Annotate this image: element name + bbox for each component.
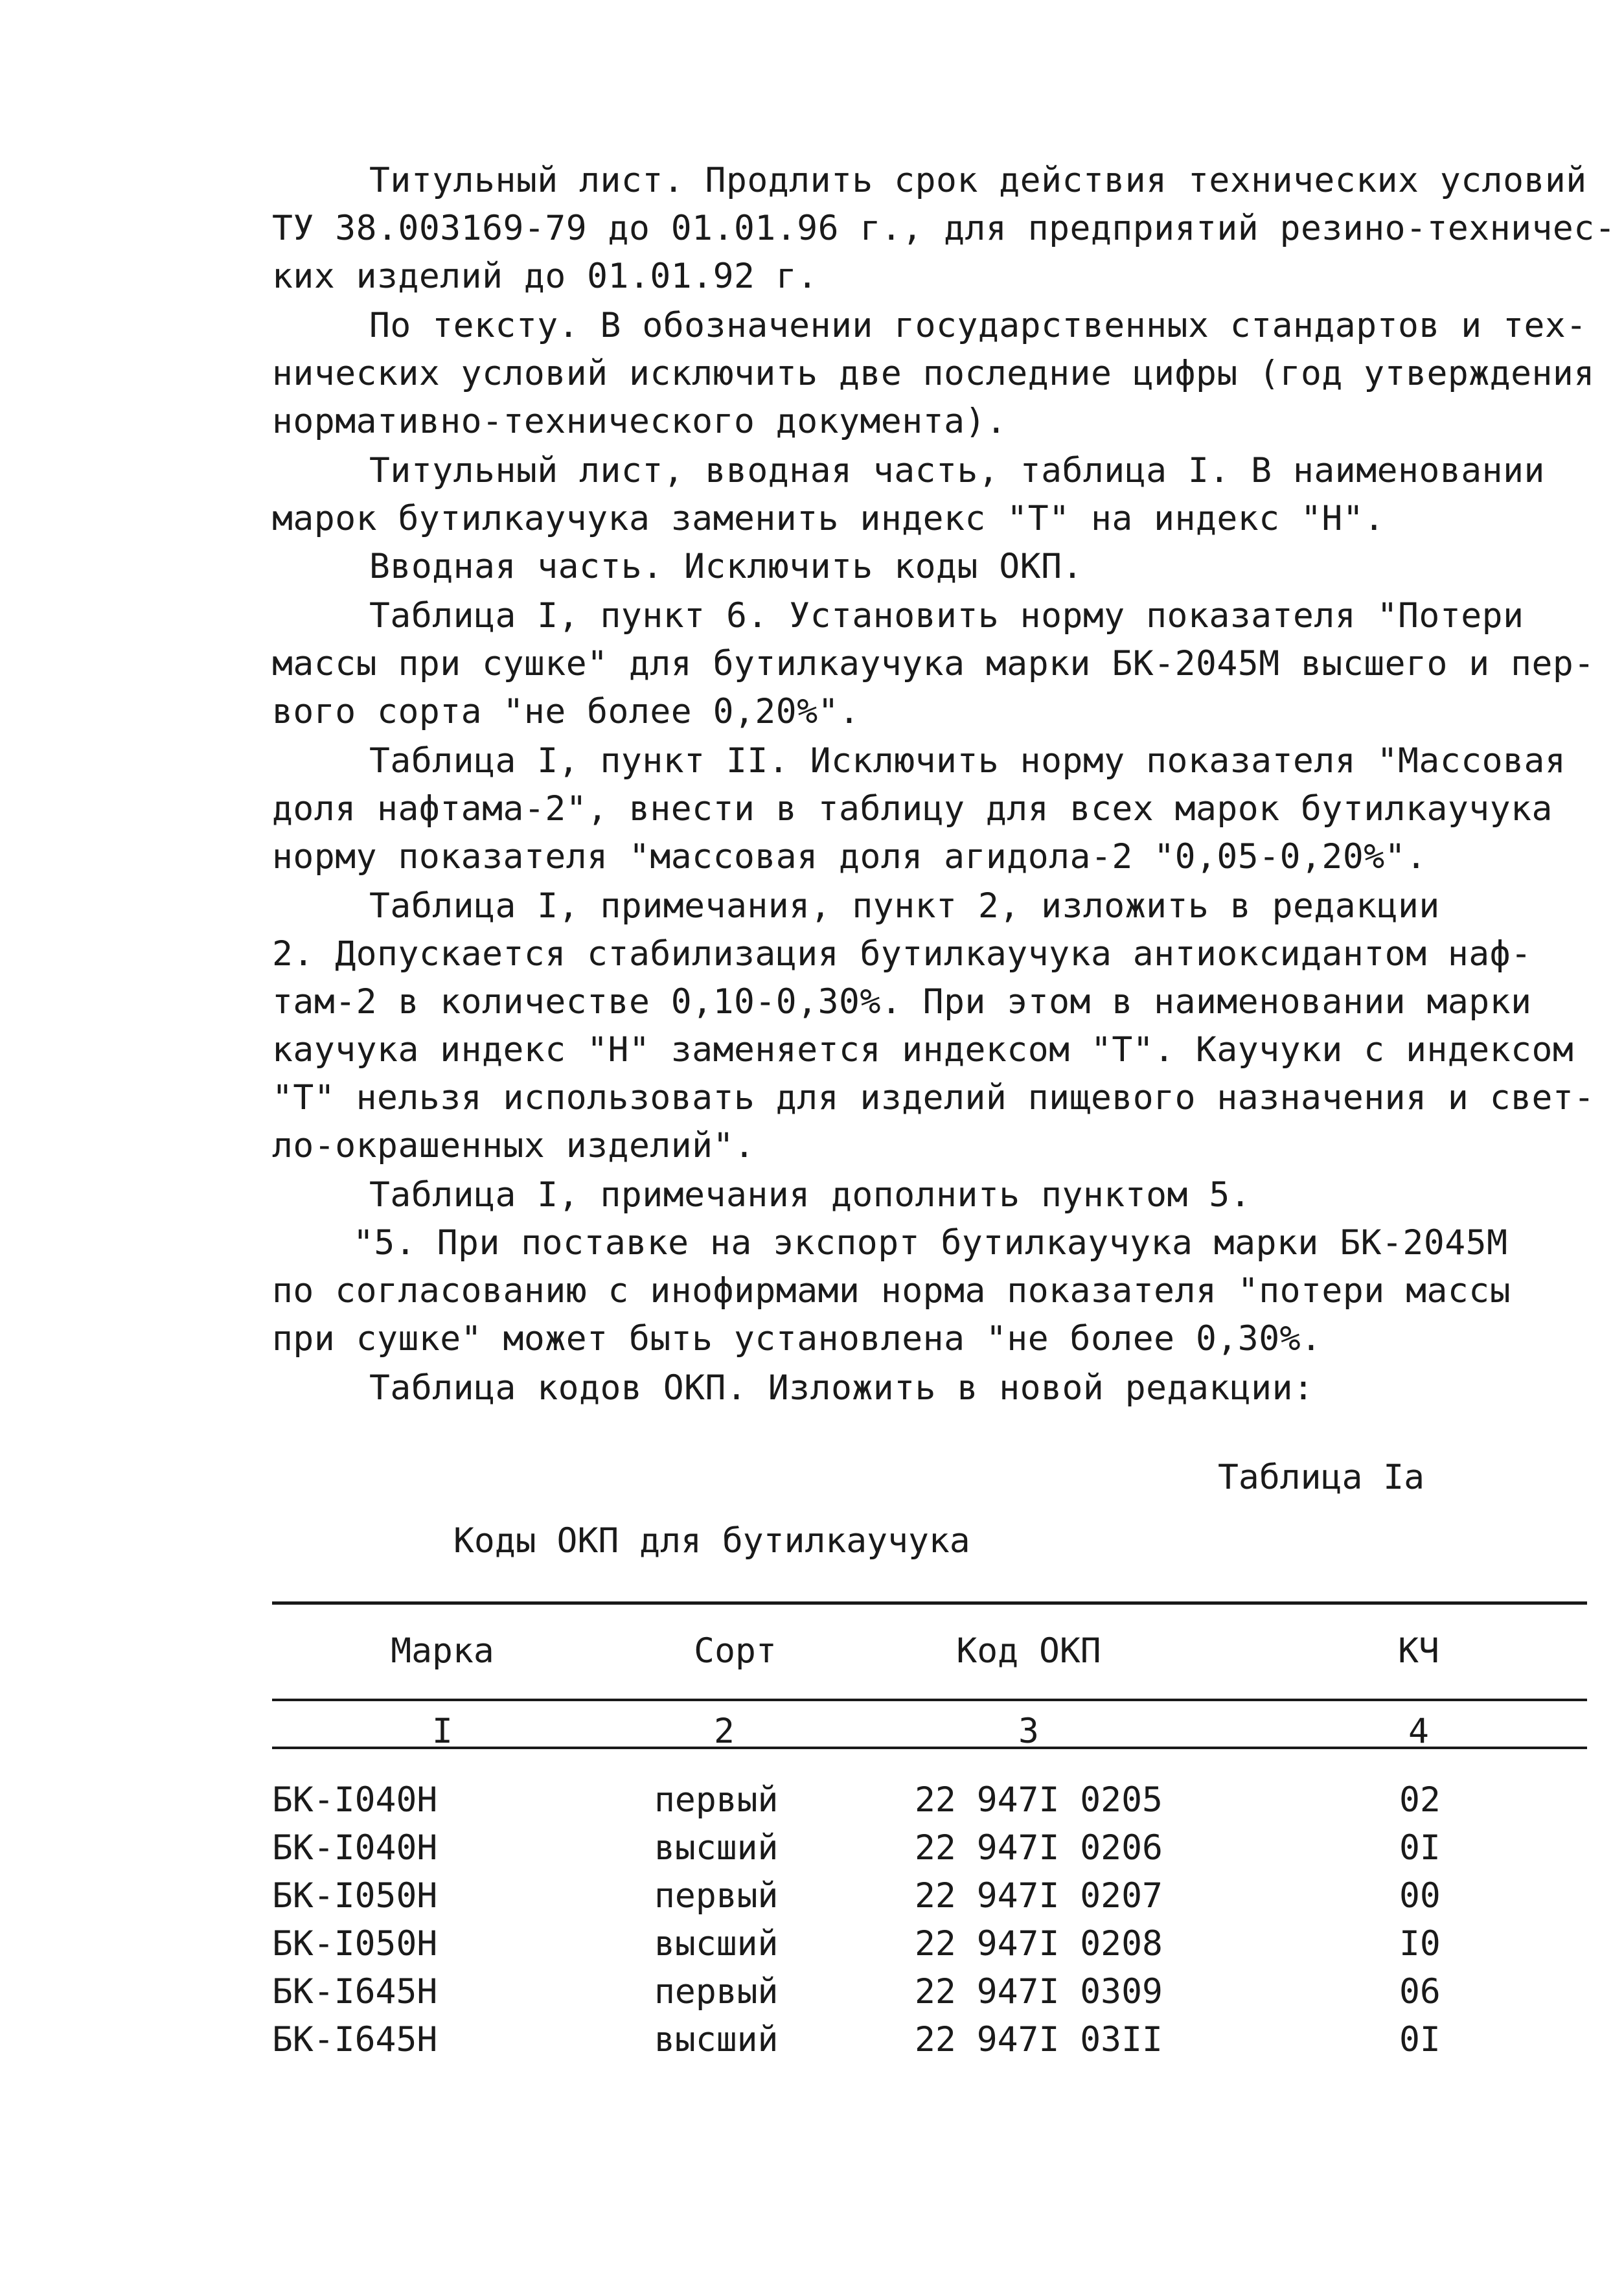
table-cell: первый bbox=[654, 1972, 779, 2012]
table-cell: БК-I040Н bbox=[272, 1780, 438, 1820]
table-title: Коды ОКП для бутилкаучука bbox=[453, 1521, 970, 1561]
text-line: Титульный лист. Продлить срок действия технических условий bbox=[369, 161, 1587, 200]
table-cell: 22 947I 0207 bbox=[915, 1876, 1163, 1916]
text-line: Таблица кодов ОКП. Изложить в новой редакции: bbox=[369, 1368, 1314, 1408]
text-line: ТУ 38.003169-79 до 01.01.96 г., для предприятий резино-техничес- bbox=[272, 209, 1616, 248]
text-line: там-2 в количестве 0,10-0,30%. При этом в наименовании марки bbox=[272, 982, 1532, 1022]
table-cell: первый bbox=[654, 1876, 779, 1916]
text-line: каучука индекс "Н" заменяется индексом "Т". Каучуки с индексом bbox=[272, 1030, 1574, 1070]
text-line: "Т" нельзя использовать для изделий пищевого назначения и свет- bbox=[272, 1078, 1595, 1118]
text-line: Таблица I, примечания дополнить пунктом 5. bbox=[369, 1175, 1252, 1215]
text-line: марок бутилкаучука заменить индекс "Т" на индекс "Н". bbox=[272, 499, 1385, 538]
column-number-cell: 2 bbox=[714, 1712, 735, 1751]
table-cell: высший bbox=[654, 1924, 779, 1964]
table-cell: 22 947I 0205 bbox=[915, 1780, 1163, 1820]
text-line: Титульный лист, вводная часть, таблица I. В наименовании bbox=[369, 451, 1545, 490]
text-line: Таблица I, пункт II. Исключить норму показателя "Массовая bbox=[369, 741, 1566, 781]
table-cell: 06 bbox=[1399, 1972, 1441, 2012]
table-numbers-rule bbox=[272, 1747, 1587, 1749]
text-line: массы при сушке" для бутилкаучука марки БК-2045М высшего и пер- bbox=[272, 644, 1595, 683]
table-header-cell: Марка bbox=[391, 1631, 494, 1671]
table-label: Таблица Iа bbox=[1218, 1458, 1425, 1497]
text-line: по согласованию с инофирмами норма показателя "потери массы bbox=[272, 1271, 1511, 1311]
table-cell: высший bbox=[654, 2020, 779, 2059]
text-line: норму показателя "массовая доля агидола-2 "0,05-0,20%". bbox=[272, 837, 1427, 877]
table-top-rule bbox=[272, 1601, 1587, 1605]
column-number-cell: I bbox=[432, 1712, 453, 1751]
table-cell: 0I bbox=[1399, 1828, 1441, 1868]
column-number-cell: 3 bbox=[1018, 1712, 1039, 1751]
text-line: нических условий исключить две последние цифры (год утверждения bbox=[272, 354, 1595, 393]
table-cell: БК-I645Н bbox=[272, 1972, 438, 2012]
table-cell: высший bbox=[654, 1828, 779, 1868]
table-header-cell: Код ОКП bbox=[956, 1631, 1101, 1671]
column-number-cell: 4 bbox=[1408, 1712, 1429, 1751]
table-cell: первый bbox=[654, 1780, 779, 1820]
table-cell: I0 bbox=[1399, 1924, 1441, 1964]
text-line: ло-окрашенных изделий". bbox=[272, 1126, 755, 1165]
table-cell: 00 bbox=[1399, 1876, 1441, 1916]
text-line: доля нафтама-2", внести в таблицу для всех марок бутилкаучука bbox=[272, 789, 1553, 829]
table-cell: 22 947I 0206 bbox=[915, 1828, 1163, 1868]
table-cell: БК-I645Н bbox=[272, 2020, 438, 2059]
text-line: Таблица I, пункт 6. Установить норму показателя "Потери bbox=[369, 596, 1524, 636]
table-cell: 0I bbox=[1399, 2020, 1441, 2059]
table-cell: 02 bbox=[1399, 1780, 1441, 1820]
text-line: Вводная часть. Исключить коды ОКП. bbox=[369, 547, 1083, 586]
text-line: По тексту. В обозначении государственных стандартов и тех- bbox=[369, 306, 1587, 345]
table-header-cell: Сорт bbox=[694, 1631, 777, 1671]
table-cell: 22 947I 0309 bbox=[915, 1972, 1163, 2012]
table-header-rule bbox=[272, 1699, 1587, 1701]
table-cell: БК-I050Н bbox=[272, 1876, 438, 1916]
text-line: ких изделий до 01.01.92 г. bbox=[272, 257, 818, 296]
table-cell: БК-I040Н bbox=[272, 1828, 438, 1868]
text-line: при сушке" может быть установлена "не более 0,30%. bbox=[272, 1319, 1322, 1359]
table-header-cell: КЧ bbox=[1398, 1631, 1439, 1671]
table-cell: 22 947I 0208 bbox=[915, 1924, 1163, 1964]
table-cell: БК-I050Н bbox=[272, 1924, 438, 1964]
text-line: "5. При поставке на экспорт бутилкаучука марки БК-2045М bbox=[353, 1223, 1508, 1263]
text-line: вого сорта "не более 0,20%". bbox=[272, 692, 860, 731]
text-line: нормативно-технического документа). bbox=[272, 402, 1007, 441]
text-line: 2. Допускается стабилизация бутилкаучука антиоксидантом наф- bbox=[272, 934, 1532, 974]
table-cell: 22 947I 03II bbox=[915, 2020, 1163, 2059]
text-line: Таблица I, примечания, пункт 2, изложить в редакции bbox=[369, 886, 1440, 926]
